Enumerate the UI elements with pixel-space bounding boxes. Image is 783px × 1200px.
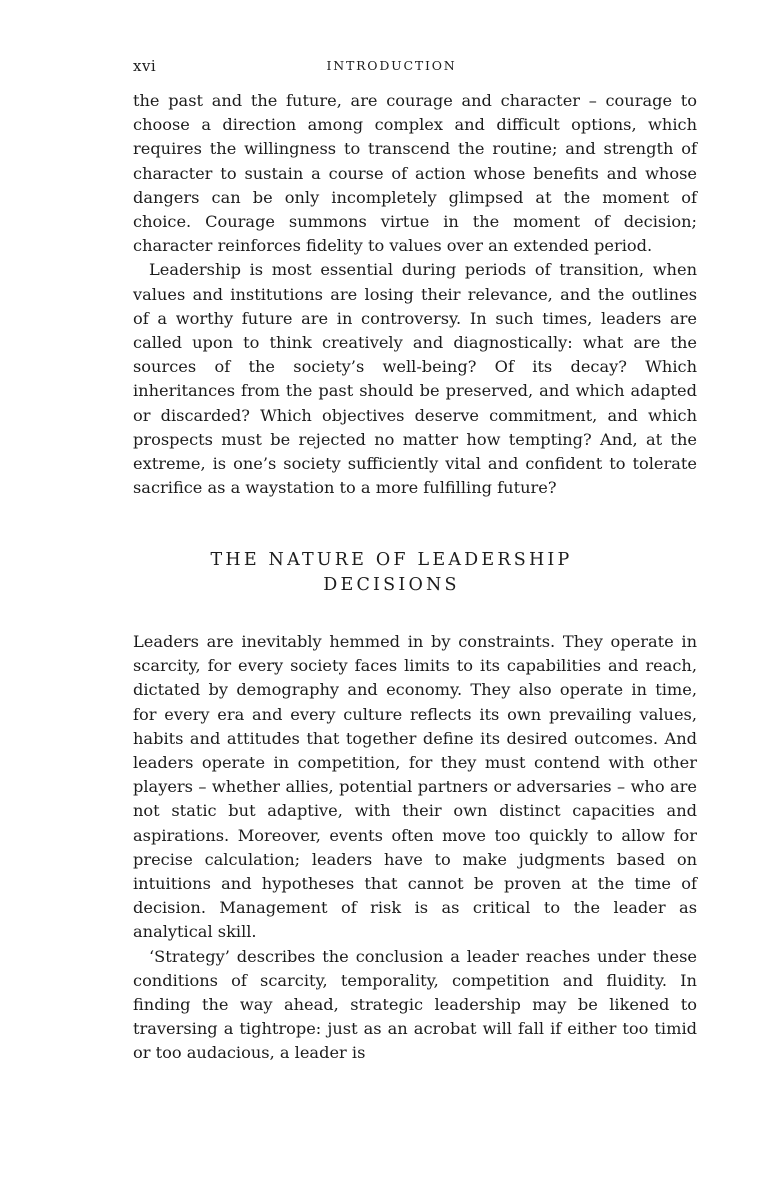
text-block-intro [133,89,697,500]
body-paragraph: Leaders are inevitably hemmed in by constraints. They operate in scarcity, for every society faces limits to its capabilities and reach, dictated by demography and economy. They also operate in time, for every era and every culture reflects its own prevailing values, habits and attitudes that together define its desired outcomes. And leaders operate in competition, for they must contend with other players – whether allies, potential partners or adversaries – who are not static but adaptive, with their own distinct capacities and aspirations. Moreover, events often move too quickly to allow for precise calculation; leaders have to make judgments based on intuitions and hypotheses that cannot be proven at the time of decision. Management of risk is as critical to the leader as analytical skill. [133,632,697,942]
running-head: INTRODUCTION [326,58,457,73]
text-block-leadership-decisions [133,630,697,1066]
body-paragraph: the past and the future, are courage and character – courage to choose a direction among complex and difficult options, which requires the willingness to transcend the routine; and strength of character to sustain a course of action whose benefits and whose dangers can be only incompletely glimpsed at the moment of choice. Courage summons virtue in the moment of decision; character reinforces fidelity to values over an extended period. [133,91,697,256]
page-number: xvi [133,57,157,75]
section-heading [0,548,783,598]
section-heading-line: THE NATURE OF LEADERSHIP [210,550,573,570]
body-paragraph: Leadership is most essential during periods of transition, when values and institutions are losing their relevance, and the outlines of a worthy future are in controversy. In such times, leaders are called upon to think creatively and diagnostically: what are the sources of the society’s well-being? Of its decay? Which inheritances from the past should be preserved, and which adapted or discarded? Which objectives deserve commitment, and which prospects must be rejected no matter how tempting? And, at the extreme, is one’s society sufficiently vital and confident to tolerate sacrifice as a waystation to a more fulfilling future? [133,260,697,498]
section-heading-line: DECISIONS [323,575,460,595]
body-paragraph: ‘Strategy’ describes the conclusion a leader reaches under these conditions of scarcity, temporality, competition and fluidity. In finding the way ahead, strategic leadership may be likened to traversing a tightrope: just as an acrobat will fall if either too timid or too audacious, a leader is [133,946,697,1063]
